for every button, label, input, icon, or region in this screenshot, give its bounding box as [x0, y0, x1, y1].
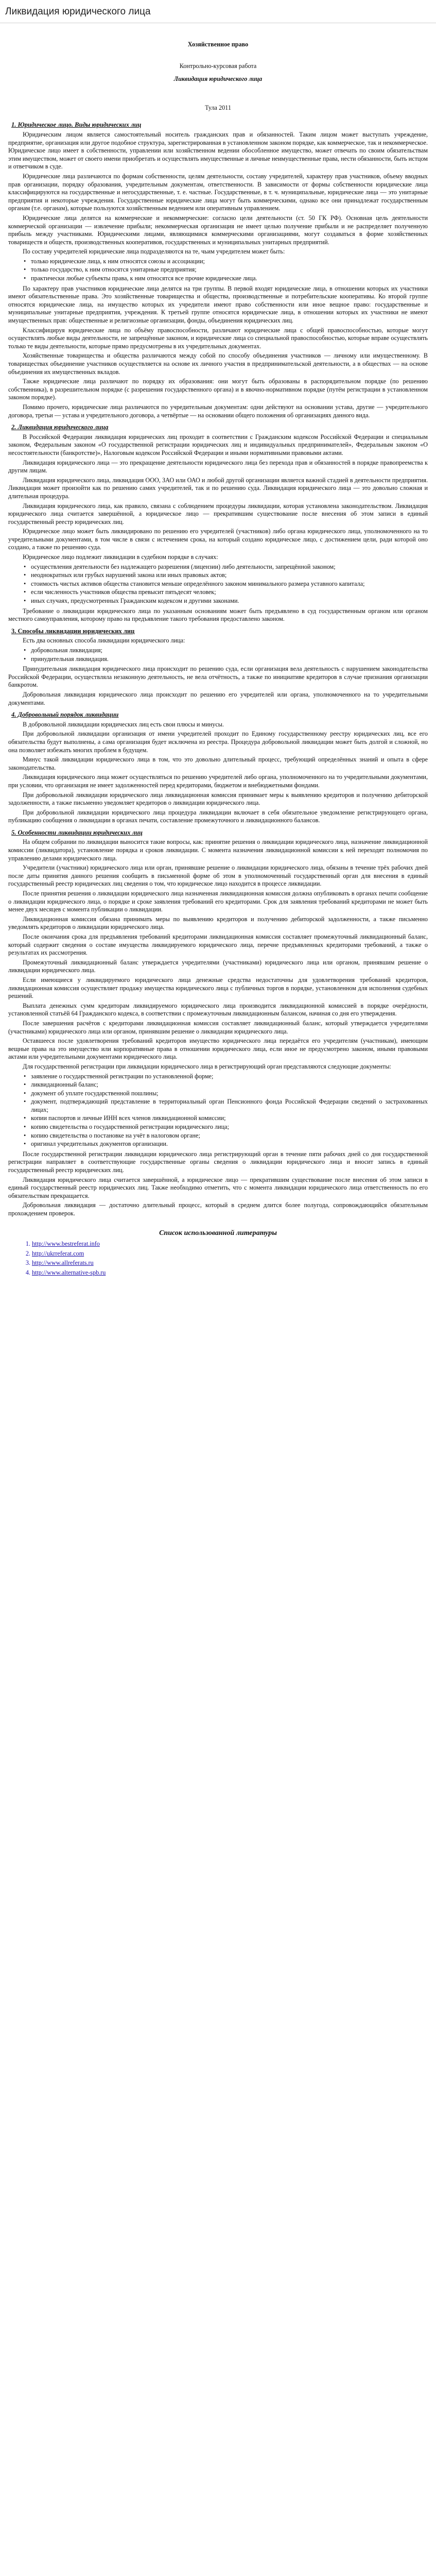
literature-list	[8, 1240, 428, 1277]
section-4-heading: 4. Добровольный порядок ликвидации	[11, 711, 119, 719]
paragraph: Юридическое лицо может быть ликвидировано по решению его учредителей (участников) либо органа юридического лица, уполномоченного на то учредительными документами, в том числе в связи с истечением срока, на который создано юридическое лицо, с достижением цели, ради которой оно создано, а также по решению суда.	[8, 528, 428, 551]
bullet-item: • ликвидационный баланс;	[24, 1081, 428, 1089]
topic-title: Ликвидация юридического лица	[173, 75, 263, 83]
bullet-item: • заявление о государственной регистрации по установленной форме;	[24, 1073, 428, 1081]
paragraph: Ликвидация юридического лица — это прекращение деятельности юридического лица без перехода прав и обязанностей в порядке правопреемства к другим лицам.	[8, 459, 428, 474]
reference-link[interactable]: 1. http://www.bestreferat.info	[32, 1240, 428, 1248]
bullet-item: • оригинал учредительных документов организации.	[24, 1140, 428, 1148]
page-title: Ликвидация юридического лица	[0, 0, 436, 23]
bullet-item: • стоимость чистых активов общества становится меньше определённого законом минимального размера уставного капитала;	[24, 580, 428, 588]
section-1-paras-2	[8, 285, 428, 420]
paragraph: Помимо прочего, юридические лица различаются по учредительным документам: одни действуют на основании устава, другие — учредительного договора, третьи — устава и учредительного договора, а четвёртые — на основании общего положения об организациях данного вида.	[8, 403, 428, 419]
paragraph: Юридические лица различаются по формам собственности, целям деятельности, составу учредителей, характеру прав участников, объему вводных прав организации, порядку образования, учредительным документам, ответственности. В зависимости от формы собственности юридические лица классифицируются на государственные и негосударственные, т. е. частные. Государственные, в т. ч. муниципальные, юридические лица — это унитарные предприятия и некоторые учреждения. Государственные юридические лица могут быть коммерческими, однако все они принадлежат государственным органам (т.е. органам), которые пользуются хозяйственным ведением или оперативным управлением.	[8, 172, 428, 212]
section-3-lead: Есть два основных способа ликвидации юридического лица:	[23, 637, 185, 645]
paragraph: При добровольной ликвидации организация от имени учредителей проходит по Единому государственному реестру юридических лиц, все его обязательства будут выполнены, а сама организация будет исключена из реестра. Процедура добровольной ликвидации может быть долгой и сложной, но она позволяет избежать многих проблем в будущем.	[8, 730, 428, 754]
reference-link[interactable]: 2. http://ukrreferat.com	[32, 1250, 428, 1258]
bullet-item: • практически любые субъекты права, к ним относятся все прочие юридические лица.	[24, 275, 428, 283]
paragraph: Выплата денежных сумм кредиторам ликвидируемого юридического лица производится ликвидационной комиссией в порядке очерёдности, установленной статьёй 64 Гражданского кодекса, в соответствии с промежуточным ликвидационным балансом, начиная со дня его утверждения.	[8, 1002, 428, 1018]
bullet-item: • копию свидетельства о государственной регистрации юридического лица;	[24, 1123, 428, 1131]
paragraph: Добровольная ликвидация — достаточно длительный процесс, который в среднем длится более полугода, сопровождающийся обязательным прохождением проверок.	[8, 1201, 428, 1217]
bullet-item: • добровольная ликвидация;	[24, 647, 428, 655]
paragraph: Ликвидационная комиссия обязана принимать меры по выявлению кредиторов и получению дебиторской задолженности, а также письменно уведомлять кредиторов о ликвидации юридического лица.	[8, 915, 428, 931]
subject-heading: Хозяйственное право	[187, 41, 249, 48]
section-3-bullets	[8, 647, 428, 663]
paragraph: После государственной регистрации ликвидации юридического лица регистрирующий орган в течение пяти рабочих дней со дня государственной регистрации направляет в соответствующие государственные органы сведения о ликвидации юридического лица и вносит запись в единый государственный реестр юридических лиц.	[8, 1150, 428, 1174]
section-3-paras	[8, 665, 428, 707]
paragraph: Ликвидация юридического лица считается завершённой, а юридическое лицо — прекратившим существование после внесения об этом записи в единый государственный реестр юридических лиц. Также необходимо отметить, что с момента ликвидации юридического лица ответственность по его обязательствам прекращается.	[8, 1176, 428, 1199]
paragraph: Учредители (участники) юридического лица или орган, принявшие решение о ликвидации юридического лица, обязаны в течение трёх рабочих дней после даты принятия данного решения сообщить в письменной форме об этом в уполномоченный государственный орган для внесения в единый государственный реестр юридических лиц сведения о том, что юридическое лицо находится в процессе ликвидации.	[8, 864, 428, 888]
paragraph: Промежуточный ликвидационный баланс утверждается учредителями (участниками) юридического лица или органом, принявшим решение о ликвидации юридического лица.	[8, 958, 428, 974]
paragraph: Добровольная ликвидация юридического лица происходит по решению его учредителей или органа, уполномоченного на то учредительными документами.	[8, 690, 428, 706]
paragraph: После принятия решения о ликвидации юридического лица назначенная ликвидационная комиссия должна опубликовать в органах печати сообщение о ликвидации юридического лица, о порядке и сроке заявления требований его кредиторами. Срок для заявления требований кредиторами не может быть менее двух месяцев с момента публикации о ликвидации.	[8, 890, 428, 913]
paragraph: После окончания срока для предъявления требований кредиторами ликвидационная комиссия составляет промежуточный ликвидационный баланс, который содержит сведения о составе имущества ликвидируемого юридического лица, перечне предъявленных кредиторами требований, а также о результатах их рассмотрения.	[8, 933, 428, 957]
paragraph: В добровольной ликвидации юридических лиц есть свои плюсы и минусы.	[23, 720, 224, 728]
paragraph: Если имеющиеся у ликвидируемого юридического лица денежные средства недостаточны для удовлетворения требований кредиторов, ликвидационная комиссия осуществляет продажу имущества юридического лица с публичных торгов в порядке, установленном для исполнения судебных решений.	[8, 976, 428, 1000]
literature-title: Список использованной литературы	[159, 1229, 277, 1237]
bullet-item: • осуществления деятельности без надлежащего разрешения (лицензии) либо деятельности, запрещённой законом;	[24, 563, 428, 571]
paragraph: Ликвидация юридического лица, как правило, связана с соблюдением процедуры ликвидации, которая установлена законодательством. Ликвидация юридического лица считается завершённой, а юридическое лицо — прекратившим существование после внесения об этом записи в единый государственный реестр юридических лиц.	[8, 502, 428, 526]
bullet-item: • неоднократных или грубых нарушений закона или иных правовых актов;	[24, 571, 428, 580]
paragraph: Юридическое лицо подлежит ликвидации в судебном порядке в случаях:	[23, 553, 218, 561]
reference-link[interactable]: 4. http://www.alternative-spb.ru	[32, 1269, 428, 1277]
paragraph: Оставшееся после удовлетворения требований кредиторов имущество юридического лица передаётся его учредителям (участникам), имеющим вещные права на это имущество или корпоративные права в отношении юридического лица, если иное не предусмотрено законом, иными правовыми актами или учредительными документами юридического лица.	[8, 1037, 428, 1061]
paragraph: Принудительная ликвидация юридического лица происходит по решению суда, если организация вела деятельность с нарушением законодательства Российской Федерации, осуществляла незаконную деятельность, не вела отчётность, а также по инициативе кредиторов в случае признания организации банкротом.	[8, 665, 428, 689]
bullet-item: • принудительная ликвидация.	[24, 655, 428, 664]
paragraph: Юридическим лицом является самостоятельный носитель гражданских прав и обязанностей. Таким лицом может выступать учреждение, предприятие, организация или другое подобное структура, зарегистрированная в установленном законом порядке, как коммерческое, так и некоммерческое. Юридическое лицо имеет в собственности, управлении или хозяйственном ведении обособленное имущество, может отвечать по своим обязательствам этим имуществом, может от своего имени приобретать и осуществлять имущественные и личные неимущественные права, нести обязанности, быть истцом и ответчиком в суде.	[8, 130, 428, 171]
bullet-item: • только государство, к ним относятся унитарные предприятия;	[24, 266, 428, 274]
bullet-item: • только юридические лица, к ним относятся союзы и ассоциации;	[24, 258, 428, 266]
paragraph: На общем собрании по ликвидации выносится такие вопросы, как: принятие решения о ликвидации юридического лица, назначение ликвидационной комиссии (ликвидатора), установление порядка и сроков ликвидации. С момента назначения ликвидационной комиссии к ней переходят полномочия по управлению делами юридического лица.	[8, 838, 428, 862]
paragraph: Ликвидация юридического лица, ликвидация ООО, ЗАО или ОАО и любой другой организации является важной стадией в деятельности предприятия. Ликвидация может произойти как по решению самих учредителей, так и по решению суда. Ликвидация юридического лица — это довольно сложная и длительная процедура.	[8, 476, 428, 500]
paragraph: Хозяйственные товарищества и общества различаются между собой по способу объединения участников — личному или имущественному. В товариществах объединение участников осуществляется на основе их личного участия в предпринимательской деятельности, а в обществах — на основе объединения их имущественных вкладов.	[8, 352, 428, 376]
section-2-after: Требование о ликвидации юридического лица по указанным основаниям может быть предъявлено в суд государственным органом или органом местного самоуправления, которому право на предъявление такого требования предоставлено законом.	[8, 607, 428, 623]
bullet-item: • иных случаях, предусмотренных Гражданским кодексом и другими законами.	[24, 597, 428, 605]
section-1-heading: 1. Юридическое лицо. Виды юридических лиц	[11, 121, 142, 129]
paragraph: Для государственной регистрации при ликвидации юридического лица в регистрирующий орган представляются следующие документы:	[23, 1062, 391, 1070]
paragraph: Минус такой ликвидации юридического лица в том, что это довольно длительный процесс, требующий определённых знаний и опыта в сфере законодательства.	[8, 756, 428, 771]
section-5-paras-2	[8, 1150, 428, 1218]
section-1-bullets	[8, 258, 428, 283]
work-type: Контрольно-курсовая работа	[179, 62, 257, 70]
document-body	[0, 23, 436, 1294]
paragraph: Также юридические лица различают по порядку их образования: они могут быть образованы в распорядительном порядке (по решению собственника), в разрешительном порядке (с разрешения государственного органа) и в явочно-нормативном порядке (путём регистрации в установленном законом порядке).	[8, 378, 428, 401]
bullet-item: • документ об уплате государственной пошлины;	[24, 1090, 428, 1098]
section-5-heading: 5. Особенности ликвидации юридических лиц	[11, 828, 143, 836]
paragraph: По составу учредителей юридические лица подразделяются на те, чьим учредителем может быть:	[23, 248, 285, 256]
section-3-heading: 3. Способы ликвидации юридических лиц	[11, 627, 135, 635]
section-2-bullets	[8, 563, 428, 605]
bullet-item: • копию свидетельства о постановке на учёт в налоговом органе;	[24, 1132, 428, 1140]
section-2-heading: 2. Ликвидация юридического лица	[11, 423, 109, 431]
reference-link[interactable]: 3. http://www.allreferats.ru	[32, 1259, 428, 1267]
bullet-item: • документ, подтверждающий представление в территориальный орган Пенсионного фонда Российской Федерации сведений о застрахованных лицах;	[24, 1098, 428, 1114]
paragraph: В Российской Федерации ликвидация юридических лиц проходит в соответствии с Гражданским кодексом Российской Федерации и специальным законом, Федеральным законом «О государственной регистрации юридических лиц и индивидуальных предпринимателей», Федеральным законом «О несостоятельности (банкротстве)», Налоговым кодексом Российской Федерации и иными нормативными правовыми актами.	[8, 433, 428, 456]
section-5-bullets	[8, 1073, 428, 1148]
bullet-item: • копии паспортов и личные ИНН всех членов ликвидационной комиссии;	[24, 1114, 428, 1123]
section-2-paras	[8, 433, 428, 562]
paragraph: Классифицируя юридические лица по объёму правоспособности, различают юридические лица с общей правоспособностью, которые могут осуществлять любые виды деятельности, не запрещённые законом, и юридические лица со специальной правоспособностью, которые вправе осуществлять только те виды деятельности, которые прямо предусмотрены в их учредительных документах.	[8, 326, 428, 350]
paragraph: По характеру прав участников юридические лица делятся на три группы. В первой входят юридические лица, в отношении которых их участники имеют обязательственные права. Это хозяйственные товарищества и общества, производственные и потребительские кооперативы. Ко второй группе относятся юридические лица, на имущество которых их учредители имеют право собственности или иное вещное право: государственные и муниципальные унитарные предприятия, учреждения. К третьей группе относятся юридические лица, в отношении которых их участники не имеют имущественных прав: общественные и религиозные организации, фонды, объединения юридических лиц.	[8, 284, 428, 325]
place-year: Тула 2011	[205, 104, 231, 111]
bullet-item: • если численность участников общества превысит пятьдесят человек;	[24, 588, 428, 597]
paragraph: После завершения расчётов с кредиторами ликвидационная комиссия составляет ликвидационный баланс, который утверждается учредителями (участниками) юридического лица или органом, принявшим решение о ликвидации юридического лица.	[8, 1019, 428, 1035]
paragraph: Юридические лица делятся на коммерческие и некоммерческие: согласно цели деятельности (ст. 50 ГК РФ). Основная цель деятельности коммерческой организации — извлечение прибыли; некоммерческая организация не имеет целью получение прибыли и не распределяет полученную прибыль между участниками. Юридическими лицами, являющимися коммерческими организациями, могут создаваться в форме хозяйственных товариществ и обществ, производственных кооперативов, государственных и муниципальных унитарных предприятий.	[8, 214, 428, 246]
section-4-paras	[8, 721, 428, 825]
paragraph: При добровольной ликвидации юридического лица ликвидационная комиссия принимает меры к выявлению кредиторов и получению дебиторской задолженности, а также письменно уведомляет кредиторов о ликвидации юридического лица.	[8, 791, 428, 807]
paragraph: При добровольной ликвидации юридического лица процедура ликвидации включает в себя обязательное уведомление регистрирующего органа, публикацию сообщения о ликвидации в органах печати, составление промежуточного и ликвидационного балансов.	[8, 808, 428, 824]
section-5-paras	[8, 838, 428, 1071]
paragraph: Ликвидация юридического лица может осуществляться по решению учредителей либо органа, уполномоченного на то учредительными документами, при условии, что организация не имеет задолженностей перед кредиторами, бюджетом и внебюджетными фондами.	[8, 773, 428, 789]
section-1-paras	[8, 131, 428, 256]
